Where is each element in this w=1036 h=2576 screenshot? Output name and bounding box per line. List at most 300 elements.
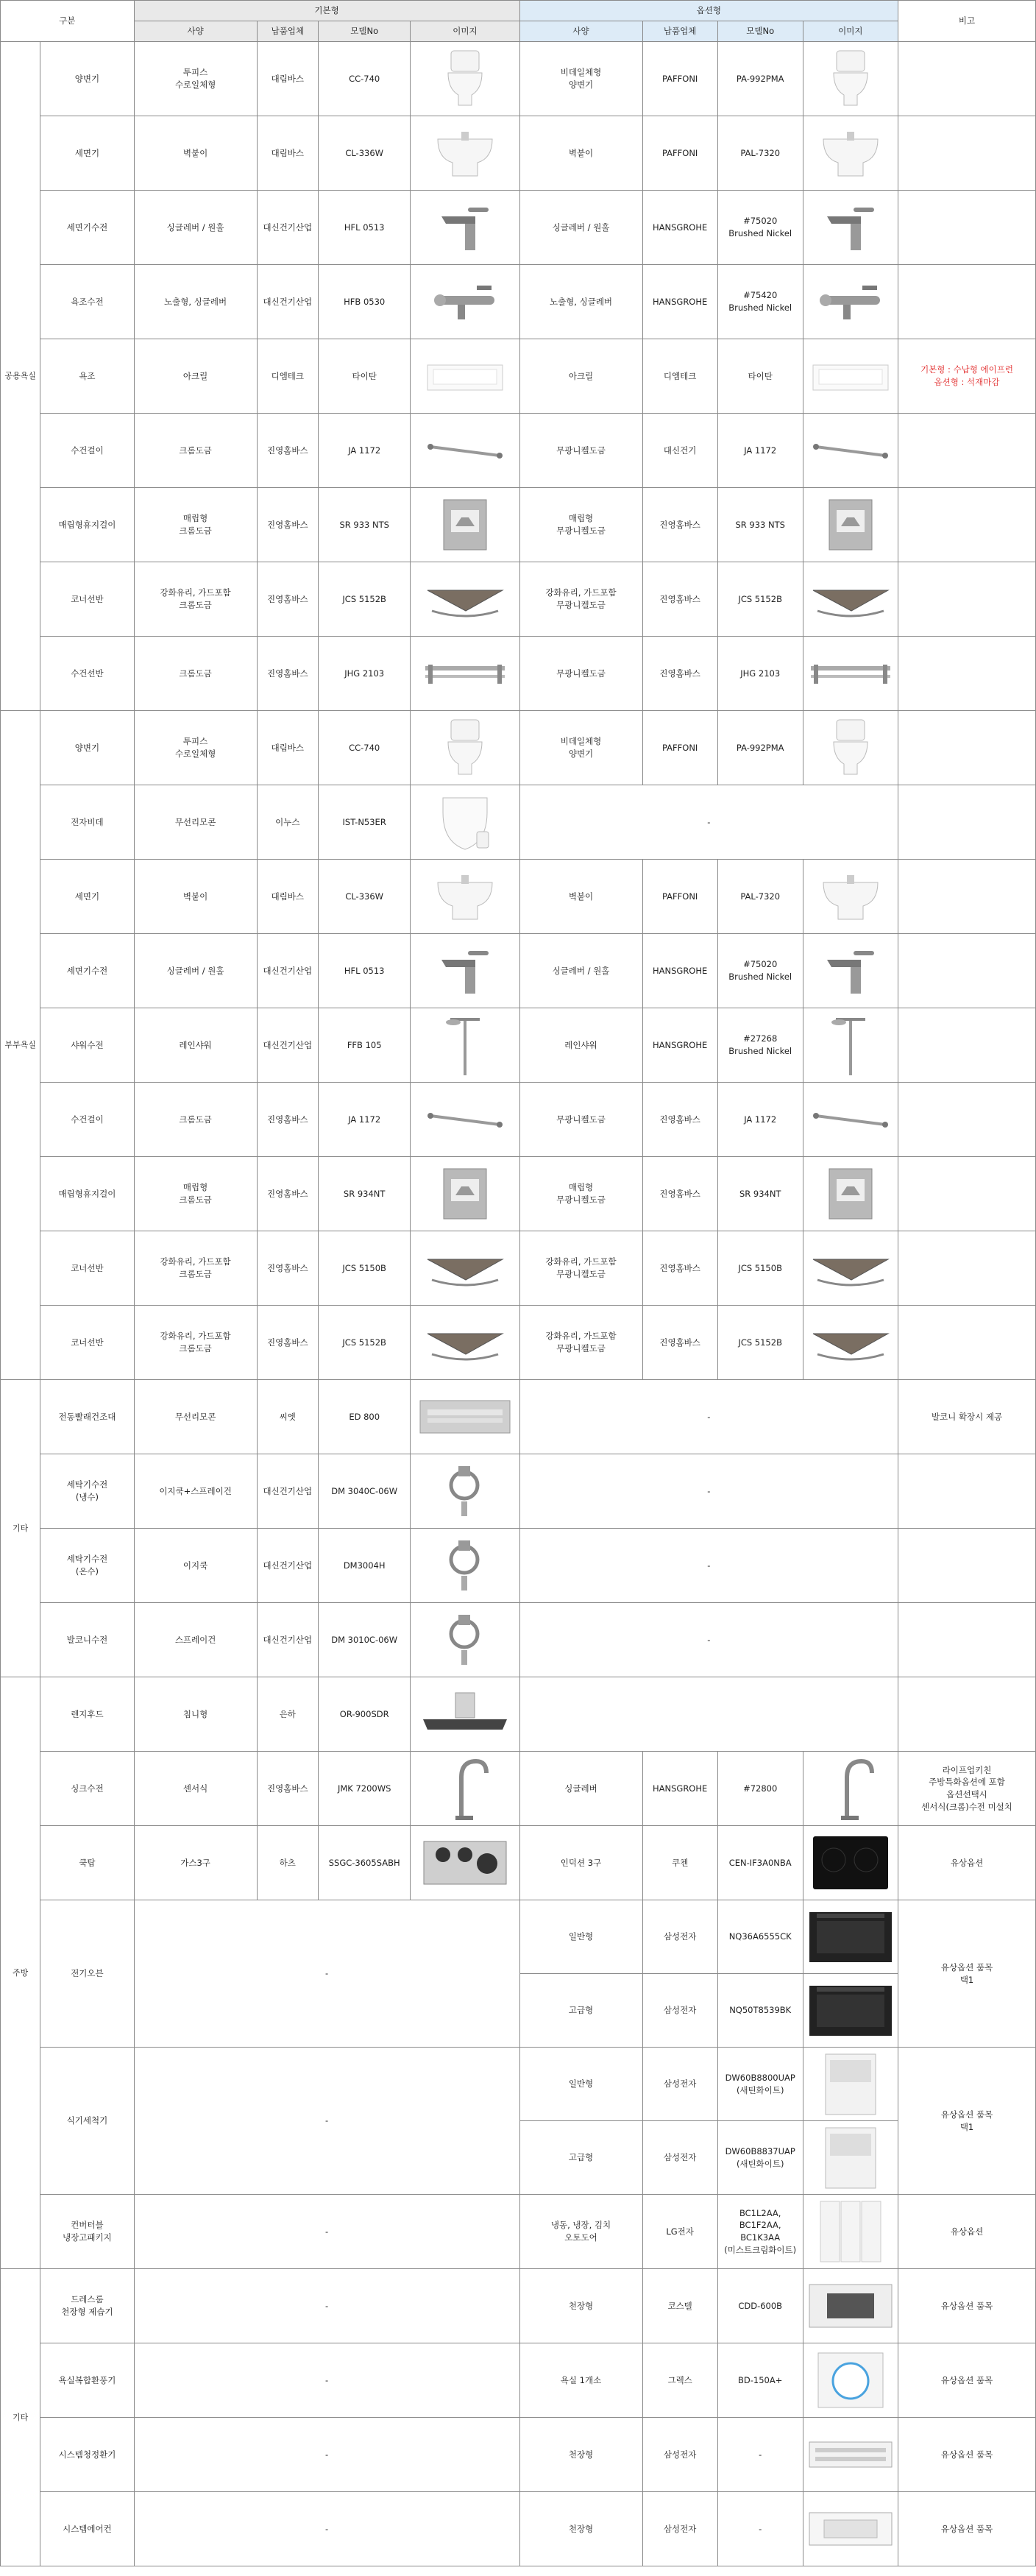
- note: [898, 934, 1036, 1008]
- basic-spec: 가스3구: [134, 1826, 257, 1900]
- note: 유상옵션 품목 택1: [898, 2048, 1036, 2195]
- option-vendor: 디엠테크: [642, 339, 717, 414]
- basic-model: JCS 5150B: [319, 1231, 411, 1306]
- basic-image: [411, 562, 519, 637]
- note: [898, 1677, 1036, 1752]
- paper-holder-image: [414, 497, 516, 553]
- option-model: JCS 5150B: [717, 1231, 803, 1306]
- note: 유상옵션 품목: [898, 2343, 1036, 2418]
- toilet-image: [414, 48, 516, 110]
- bath-faucet-image: [414, 280, 516, 324]
- towel-bar-image: [414, 1108, 516, 1130]
- option-model: -: [717, 2492, 803, 2566]
- corner-shelf-image: [806, 1320, 895, 1365]
- option-spec: 강화유리, 가드포함 무광니켈도금: [519, 1306, 642, 1380]
- basic-model: SSGC-3605SABH: [319, 1826, 411, 1900]
- option-model: CEN-IF3A0NBA: [717, 1826, 803, 1900]
- dishwasher-image: [806, 2051, 895, 2117]
- option-image: [803, 42, 898, 116]
- basic-model: SR 933 NTS: [319, 488, 411, 562]
- option-vendor: LG전자: [642, 2195, 717, 2269]
- basic-vendor: 진영홈바스: [257, 488, 318, 562]
- option-image: [803, 1008, 898, 1083]
- basic-empty: -: [134, 2492, 519, 2566]
- basic-image: [411, 1231, 519, 1306]
- table-row: [1, 414, 1036, 488]
- note: 기본형 : 수납형 에이프런 옵션형 : 석재마감: [898, 339, 1036, 414]
- shower-image: [414, 1012, 516, 1078]
- option-spec: 비데일체형 양변기: [519, 711, 642, 785]
- note: 발코니 확장시 제공: [898, 1380, 1036, 1454]
- basin-faucet-image: [806, 945, 895, 997]
- bath-fan-image: [806, 2347, 895, 2413]
- category-common-bath: 공용욕실: [1, 42, 40, 711]
- corner-shelf-image: [414, 1320, 516, 1365]
- option-image: [803, 1974, 898, 2048]
- option-vendor: 진영홈바스: [642, 488, 717, 562]
- item-name: 양변기: [40, 42, 134, 116]
- option-spec: 매립형 무광니켈도금: [519, 1157, 642, 1231]
- table-row: [1, 191, 1036, 265]
- sink-faucet-image: [806, 1755, 895, 1822]
- basic-model: CL-336W: [319, 860, 411, 934]
- item-name: 드레스룸 천장형 제습기: [40, 2269, 134, 2343]
- option-image: [803, 1306, 898, 1380]
- basic-vendor: 하츠: [257, 1826, 318, 1900]
- table-row: [1, 1306, 1036, 1380]
- option-spec: 일반형: [519, 1900, 642, 1974]
- option-model: NQ50T8539BK: [717, 1974, 803, 2048]
- category-kitchen: 주방: [1, 1677, 40, 2269]
- option-image: [803, 637, 898, 711]
- item-name: 전자비데: [40, 785, 134, 860]
- basic-vendor: 진영홈바스: [257, 562, 318, 637]
- basic-vendor: 대림바스: [257, 42, 318, 116]
- table-row: [1, 1157, 1036, 1231]
- option-vendor: 진영홈바스: [642, 1231, 717, 1306]
- basic-vendor: 진영홈바스: [257, 414, 318, 488]
- option-model: #75020 Brushed Nickel: [717, 934, 803, 1008]
- table-row: [1, 1603, 1036, 1677]
- category-etc-1: 기타: [1, 1380, 40, 1677]
- option-vendor: 삼성전자: [642, 2492, 717, 2566]
- item-name: 수건선반: [40, 637, 134, 711]
- towel-shelf-image: [806, 659, 895, 688]
- basic-vendor: 대신건기산업: [257, 1603, 318, 1677]
- item-name: 세탁기수전 (온수): [40, 1529, 134, 1603]
- note: 유상옵션: [898, 2195, 1036, 2269]
- item-name: 코너선반: [40, 1231, 134, 1306]
- option-vendor: 그렉스: [642, 2343, 717, 2418]
- basic-spec: 크롬도금: [134, 637, 257, 711]
- table-row: [1, 265, 1036, 339]
- table-row: [1, 339, 1036, 414]
- option-image: [803, 414, 898, 488]
- option-vendor: 삼성전자: [642, 2048, 717, 2121]
- note: [898, 265, 1036, 339]
- option-spec: 무광니켈도금: [519, 414, 642, 488]
- note: 유상옵션 품목 택1: [898, 1900, 1036, 2048]
- option-spec: 무광니켈도금: [519, 637, 642, 711]
- washer-faucet-image: [414, 1536, 516, 1595]
- option-empty: -: [519, 1603, 898, 1677]
- option-vendor: PAFFONI: [642, 711, 717, 785]
- table-row: [1, 1677, 1036, 1752]
- item-name: 코너선반: [40, 562, 134, 637]
- range-hood-image: [414, 1690, 516, 1738]
- option-spec: 벽붙이: [519, 860, 642, 934]
- basic-vendor: 진영홈바스: [257, 1231, 318, 1306]
- paper-holder-image: [806, 497, 895, 553]
- washer-faucet-image: [414, 1462, 516, 1521]
- item-name: 시스템청정환기: [40, 2418, 134, 2492]
- basin-image: [414, 127, 516, 179]
- item-name: 매립형휴지걸이: [40, 1157, 134, 1231]
- table-row: [1, 785, 1036, 860]
- basic-model: FFB 105: [319, 1008, 411, 1083]
- option-image: [803, 2121, 898, 2195]
- option-model: BD-150A+: [717, 2343, 803, 2418]
- basic-spec: 강화유리, 가드포함 크롬도금: [134, 1306, 257, 1380]
- option-spec: 천장형: [519, 2269, 642, 2343]
- gas-cooktop-image: [414, 1839, 516, 1887]
- towel-bar-image: [806, 439, 895, 461]
- corner-shelf-image: [806, 577, 895, 621]
- basic-image-header: 이미지: [411, 21, 519, 42]
- note: [898, 1083, 1036, 1157]
- basic-spec: 스프레이건: [134, 1603, 257, 1677]
- option-vendor: 삼성전자: [642, 1900, 717, 1974]
- option-spec: 일반형: [519, 2048, 642, 2121]
- basic-model: JHG 2103: [319, 637, 411, 711]
- table-row: [1, 488, 1036, 562]
- paper-holder-image: [414, 1166, 516, 1222]
- item-name: 세면기수전: [40, 934, 134, 1008]
- basic-model: SR 934NT: [319, 1157, 411, 1231]
- table-row: [1, 2492, 1036, 2566]
- item-name: 욕조수전: [40, 265, 134, 339]
- note: 유상옵션 품목: [898, 2492, 1036, 2566]
- note: [898, 1008, 1036, 1083]
- basic-spec: 매립형 크롬도금: [134, 1157, 257, 1231]
- option-image: [803, 934, 898, 1008]
- basic-image: [411, 1529, 519, 1603]
- basic-spec: 투피스 수로일체형: [134, 42, 257, 116]
- basic-header: 기본형: [134, 1, 519, 21]
- option-vendor: 쿠첸: [642, 1826, 717, 1900]
- basic-model: DM 3010C-06W: [319, 1603, 411, 1677]
- option-spec: 고급형: [519, 2121, 642, 2195]
- option-image: [803, 2048, 898, 2121]
- basic-image: [411, 339, 519, 414]
- option-vendor: PAFFONI: [642, 860, 717, 934]
- note: [898, 1454, 1036, 1529]
- oven-image: [806, 1908, 895, 1967]
- option-spec: 비데일체형 양변기: [519, 42, 642, 116]
- option-spec: 싱글레버 / 원홀: [519, 934, 642, 1008]
- basic-image: [411, 191, 519, 265]
- basic-image: [411, 1752, 519, 1826]
- table-row: [1, 562, 1036, 637]
- dishwasher-image: [806, 2125, 895, 2191]
- note: [898, 116, 1036, 191]
- corner-shelf-image: [414, 1246, 516, 1290]
- table-row: [1, 1454, 1036, 1529]
- basic-image: [411, 1454, 519, 1529]
- option-model-header: 모델No: [717, 21, 803, 42]
- table-row: [1, 2048, 1036, 2121]
- dehumidifier-image: [806, 2282, 895, 2330]
- basic-spec: 벽붙이: [134, 860, 257, 934]
- note: [898, 1231, 1036, 1306]
- washer-faucet-image: [414, 1610, 516, 1669]
- item-name: 전동빨래건조대: [40, 1380, 134, 1454]
- basic-spec: 투피스 수로일체형: [134, 711, 257, 785]
- note: [898, 488, 1036, 562]
- option-empty: -: [519, 1454, 898, 1529]
- option-spec: 매립형 무광니켈도금: [519, 488, 642, 562]
- option-image: [803, 1157, 898, 1231]
- option-vendor: PAFFONI: [642, 42, 717, 116]
- basic-vendor: 대신건기산업: [257, 1454, 318, 1529]
- option-model: CDD-600B: [717, 2269, 803, 2343]
- option-model: SR 934NT: [717, 1157, 803, 1231]
- option-vendor: HANSGROHE: [642, 191, 717, 265]
- basic-image: [411, 785, 519, 860]
- option-spec: 싱글레버: [519, 1752, 642, 1826]
- basic-vendor: 대림바스: [257, 860, 318, 934]
- option-empty: -: [519, 1380, 898, 1454]
- basic-model: IST-N53ER: [319, 785, 411, 860]
- item-name: 시스템에어컨: [40, 2492, 134, 2566]
- table-row: [1, 42, 1036, 116]
- basic-vendor: 대신건기산업: [257, 265, 318, 339]
- basic-model: HFL 0513: [319, 191, 411, 265]
- option-vendor: 진영홈바스: [642, 637, 717, 711]
- paper-holder-image: [806, 1166, 895, 1222]
- basic-spec: 무선리모콘: [134, 785, 257, 860]
- basic-model: JCS 5152B: [319, 562, 411, 637]
- note: [898, 785, 1036, 860]
- option-model: NQ36A6555CK: [717, 1900, 803, 1974]
- toilet-image: [806, 717, 895, 779]
- towel-bar-image: [806, 1108, 895, 1130]
- basic-model: JA 1172: [319, 1083, 411, 1157]
- basic-model: JCS 5152B: [319, 1306, 411, 1380]
- basic-vendor: 진영홈바스: [257, 1752, 318, 1826]
- basic-spec: 매립형 크롬도금: [134, 488, 257, 562]
- option-model: JA 1172: [717, 1083, 803, 1157]
- basic-spec: 센서식: [134, 1752, 257, 1826]
- basic-model: DM3004H: [319, 1529, 411, 1603]
- note: [898, 562, 1036, 637]
- option-spec: 인덕션 3구: [519, 1826, 642, 1900]
- basic-vendor: 이누스: [257, 785, 318, 860]
- note: [898, 711, 1036, 785]
- basic-model: HFB 0530: [319, 265, 411, 339]
- basic-vendor: 진영홈바스: [257, 1306, 318, 1380]
- option-vendor: 삼성전자: [642, 1974, 717, 2048]
- table-row: [1, 1900, 1036, 1974]
- aircon-image: [806, 2508, 895, 2550]
- option-spec: 벽붙이: [519, 116, 642, 191]
- basic-image: [411, 637, 519, 711]
- basic-empty: -: [134, 2343, 519, 2418]
- option-vendor: 대신건기: [642, 414, 717, 488]
- option-image: [803, 339, 898, 414]
- item-name: 매립형휴지걸이: [40, 488, 134, 562]
- note: [898, 1529, 1036, 1603]
- option-image: [803, 191, 898, 265]
- basic-image: [411, 116, 519, 191]
- option-header: 옵션형: [519, 1, 898, 21]
- basic-image: [411, 265, 519, 339]
- option-model: JCS 5152B: [717, 1306, 803, 1380]
- basic-spec: 강화유리, 가드포함 크롬도금: [134, 1231, 257, 1306]
- table-row: [1, 2195, 1036, 2269]
- basic-image: [411, 42, 519, 116]
- table-row: [1, 1083, 1036, 1157]
- basic-model: ED 800: [319, 1380, 411, 1454]
- option-vendor: HANSGROHE: [642, 265, 717, 339]
- basic-vendor: 디엠테크: [257, 339, 318, 414]
- basic-vendor: 대신건기산업: [257, 1008, 318, 1083]
- item-name: 코너선반: [40, 1306, 134, 1380]
- basic-model: DM 3040C-06W: [319, 1454, 411, 1529]
- towel-shelf-image: [414, 659, 516, 688]
- basin-image: [806, 127, 895, 179]
- table-row: [1, 2343, 1036, 2418]
- option-image: [803, 1826, 898, 1900]
- basic-image: [411, 1603, 519, 1677]
- basic-vendor: 대신건기산업: [257, 934, 318, 1008]
- basic-vendor: 은하: [257, 1677, 318, 1752]
- option-spec: 싱글레버 / 원홀: [519, 191, 642, 265]
- basic-spec: 싱글레버 / 원홀: [134, 191, 257, 265]
- basic-vendor-header: 납품업체: [257, 21, 318, 42]
- item-name: 컨버터블 냉장고패키지: [40, 2195, 134, 2269]
- basic-image: [411, 1677, 519, 1752]
- option-spec: 천장형: [519, 2492, 642, 2566]
- option-spec: 강화유리, 가드포함 무광니켈도금: [519, 1231, 642, 1306]
- option-image: [803, 2343, 898, 2418]
- option-image: [803, 1231, 898, 1306]
- option-spec: 노출형, 싱글레버: [519, 265, 642, 339]
- option-empty: -: [519, 785, 898, 860]
- basic-image: [411, 860, 519, 934]
- basic-image: [411, 488, 519, 562]
- note: [898, 1603, 1036, 1677]
- basin-image: [806, 871, 895, 922]
- category-master-bath: 부부욕실: [1, 711, 40, 1380]
- toilet-image: [414, 717, 516, 779]
- option-model: DW60B8800UAP (새틴화이트): [717, 2048, 803, 2121]
- towel-bar-image: [414, 439, 516, 461]
- basic-vendor: 대신건기산업: [257, 1529, 318, 1603]
- basic-image: [411, 711, 519, 785]
- option-model: #75420 Brushed Nickel: [717, 265, 803, 339]
- induction-cooktop-image: [806, 1833, 895, 1892]
- ventilator-image: [806, 2436, 895, 2473]
- basic-spec: 레인샤워: [134, 1008, 257, 1083]
- basic-vendor: 대림바스: [257, 711, 318, 785]
- item-name: 전기오븐: [40, 1900, 134, 2048]
- option-empty: -: [519, 1529, 898, 1603]
- corner-shelf-image: [414, 577, 516, 621]
- note-header: 비고: [898, 1, 1036, 42]
- basin-faucet-image: [806, 202, 895, 253]
- option-model: PAL-7320: [717, 860, 803, 934]
- option-vendor: 진영홈바스: [642, 562, 717, 637]
- note: 유상옵션: [898, 1826, 1036, 1900]
- basic-vendor: 진영홈바스: [257, 1157, 318, 1231]
- basic-model-header: 모델No: [319, 21, 411, 42]
- option-model: 타이탄: [717, 339, 803, 414]
- basic-image: [411, 934, 519, 1008]
- basic-spec: 크롬도금: [134, 414, 257, 488]
- option-model: -: [717, 2418, 803, 2492]
- item-name: 렌지후드: [40, 1677, 134, 1752]
- option-vendor: 코스텔: [642, 2269, 717, 2343]
- item-name: 세면기수전: [40, 191, 134, 265]
- option-model: BC1L2AA, BC1F2AA, BC1K3AA (미스트크림화이트): [717, 2195, 803, 2269]
- item-name: 수건걸이: [40, 414, 134, 488]
- table-row: [1, 2418, 1036, 2492]
- table-row: [1, 1008, 1036, 1083]
- option-model: SR 933 NTS: [717, 488, 803, 562]
- table-row: [1, 116, 1036, 191]
- option-vendor: 삼성전자: [642, 2418, 717, 2492]
- toilet-image: [806, 48, 895, 110]
- note: [898, 1306, 1036, 1380]
- option-image: [803, 1752, 898, 1826]
- basic-model: HFL 0513: [319, 934, 411, 1008]
- basic-spec: 아크릴: [134, 339, 257, 414]
- shower-image: [806, 1012, 895, 1078]
- option-empty: [519, 1677, 898, 1752]
- basic-model: 타이탄: [319, 339, 411, 414]
- basic-spec: 이지쿡: [134, 1529, 257, 1603]
- note: 유상옵션 품목: [898, 2418, 1036, 2492]
- oven-image: [806, 1981, 895, 2040]
- item-name: 욕실복합환풍기: [40, 2343, 134, 2418]
- option-image: [803, 116, 898, 191]
- item-name: 샤워수전: [40, 1008, 134, 1083]
- option-model: JHG 2103: [717, 637, 803, 711]
- basic-spec: 침니형: [134, 1677, 257, 1752]
- basic-model: JMK 7200WS: [319, 1752, 411, 1826]
- basic-spec: 싱글레버 / 원홀: [134, 934, 257, 1008]
- note: [898, 1157, 1036, 1231]
- note: [898, 42, 1036, 116]
- fridge-image: [806, 2198, 895, 2265]
- option-spec: 강화유리, 가드포함 무광니켈도금: [519, 562, 642, 637]
- item-name: 발코니수전: [40, 1603, 134, 1677]
- option-spec: 무광니켈도금: [519, 1083, 642, 1157]
- item-name: 싱크수전: [40, 1752, 134, 1826]
- option-vendor: HANSGROHE: [642, 1752, 717, 1826]
- option-vendor: HANSGROHE: [642, 1008, 717, 1083]
- item-name: 식기세척기: [40, 2048, 134, 2195]
- option-vendor: PAFFONI: [642, 116, 717, 191]
- option-image: [803, 265, 898, 339]
- option-vendor: 진영홈바스: [642, 1157, 717, 1231]
- basic-image: [411, 1083, 519, 1157]
- basic-vendor: 대림바스: [257, 116, 318, 191]
- basic-image: [411, 1306, 519, 1380]
- option-image: [803, 2492, 898, 2566]
- option-vendor: HANSGROHE: [642, 934, 717, 1008]
